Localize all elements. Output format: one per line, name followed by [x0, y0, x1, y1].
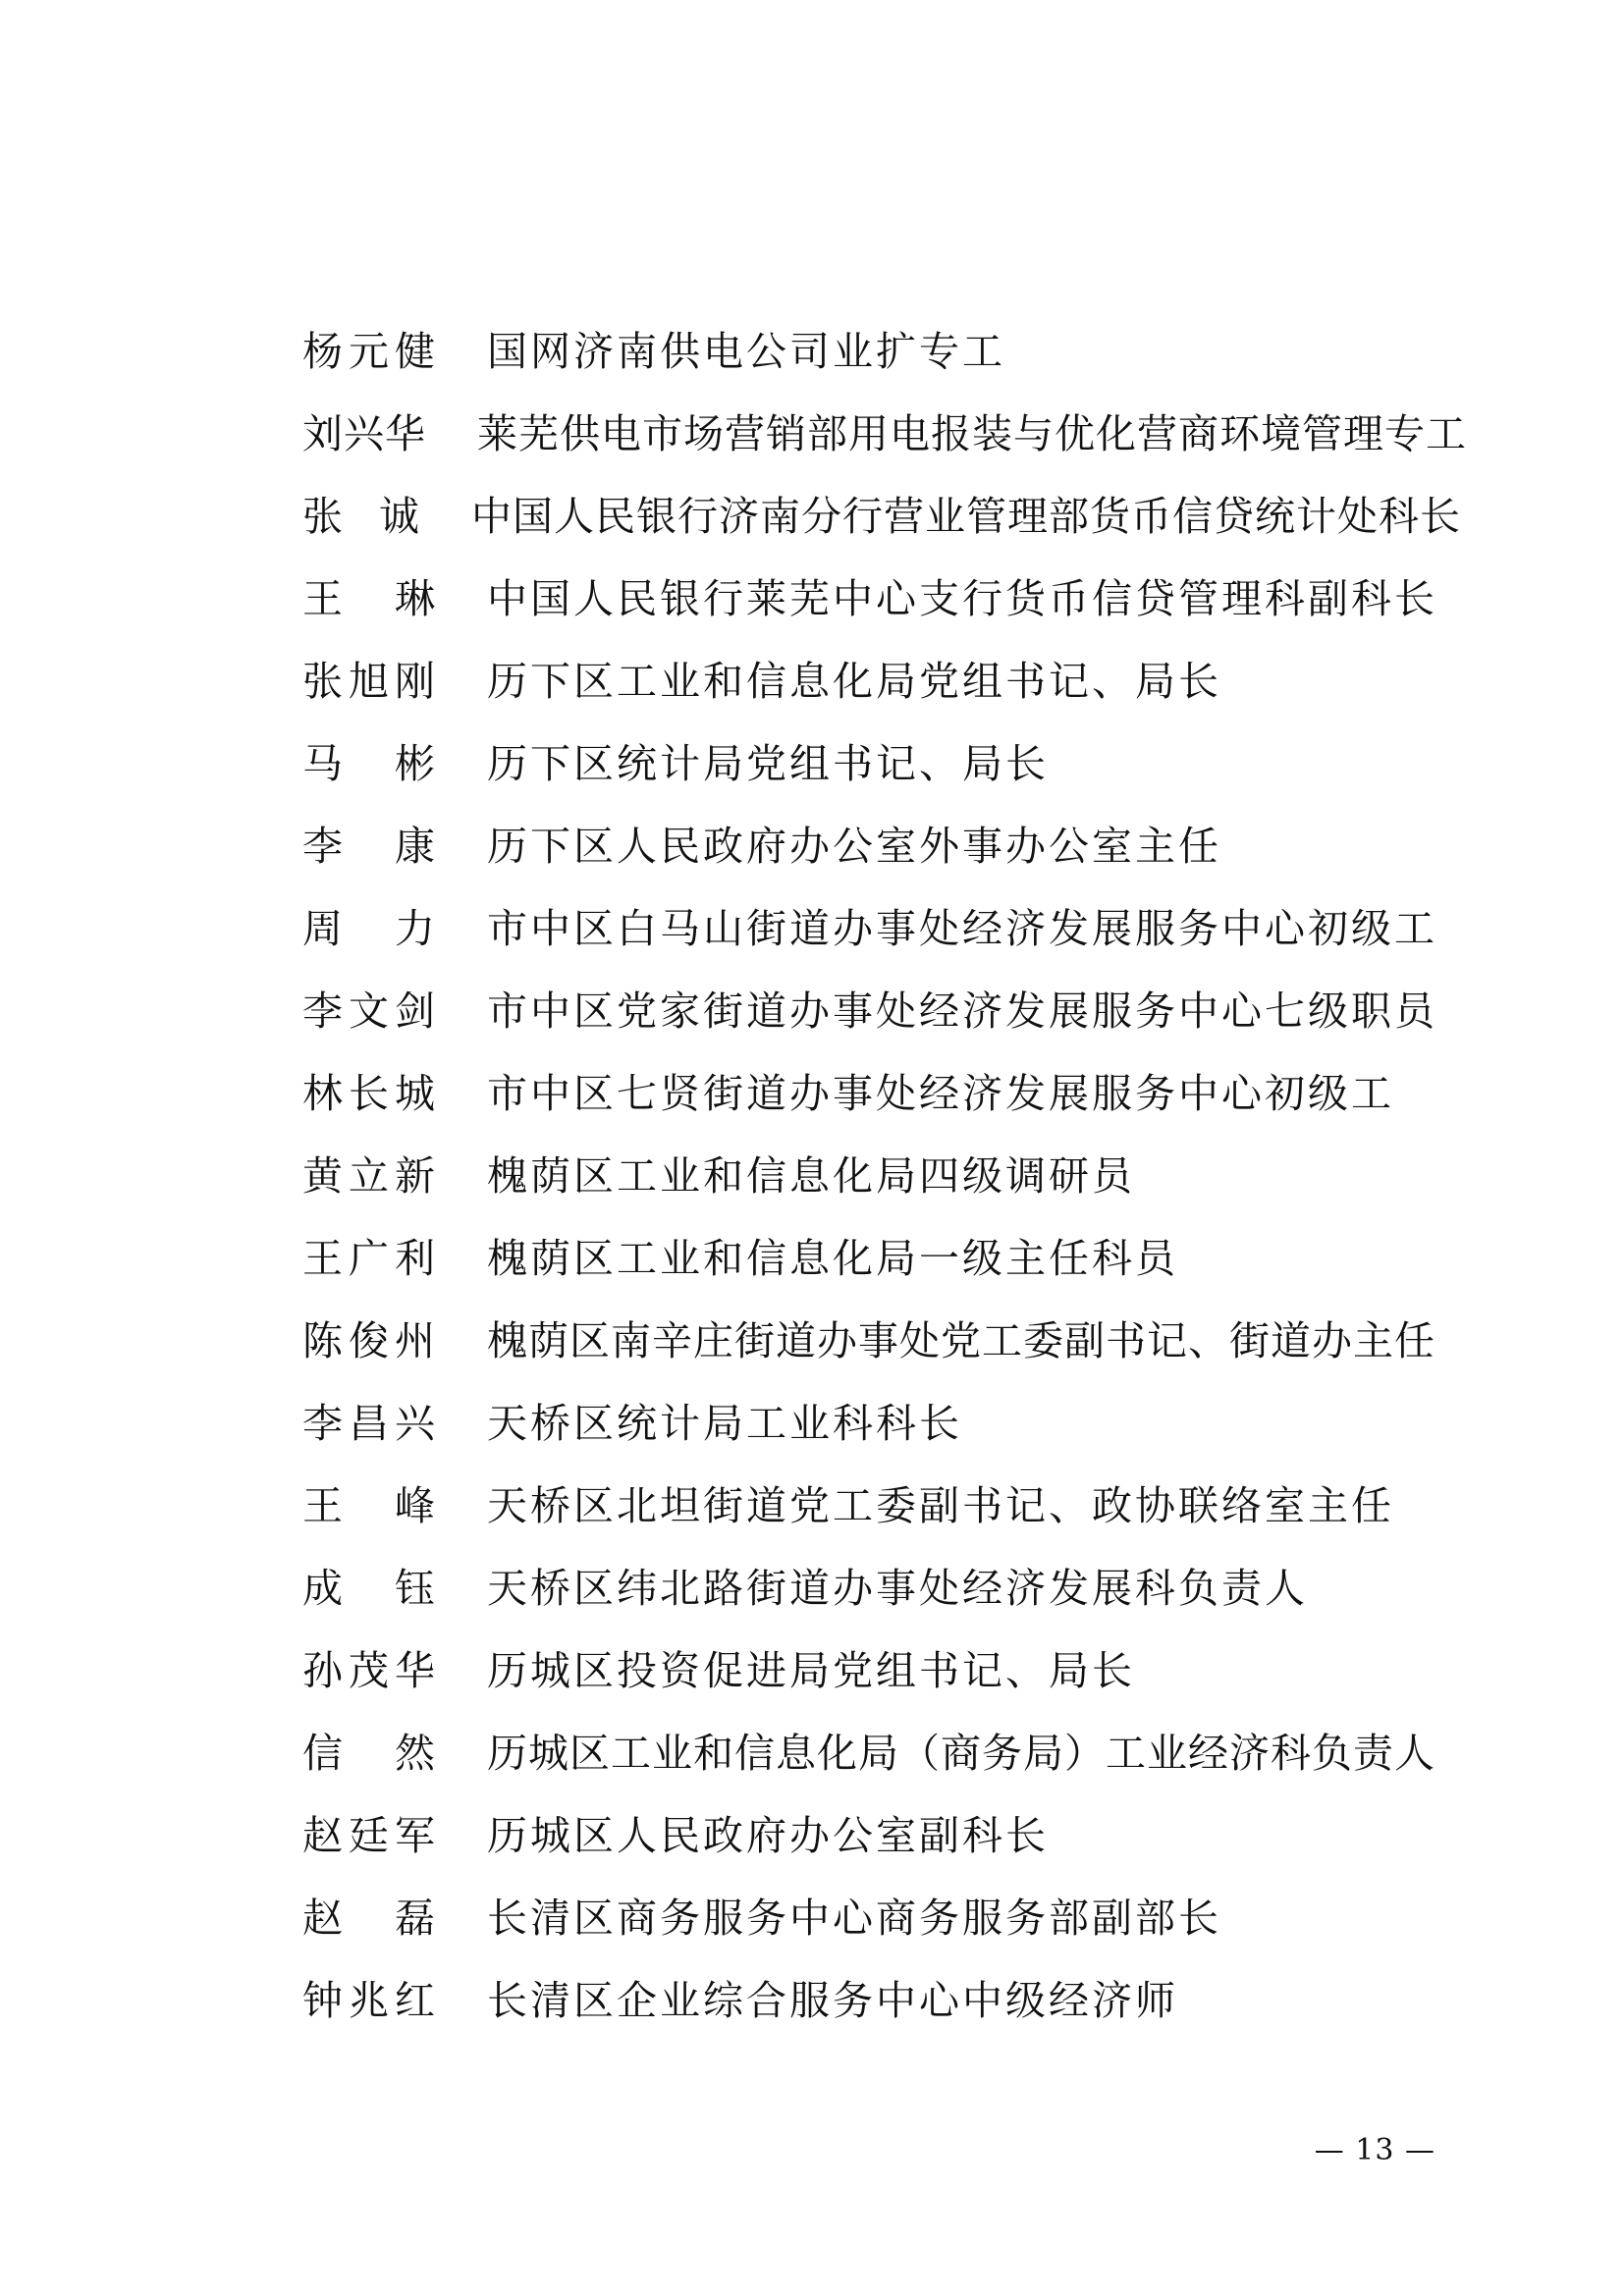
person-name: 林 长 城: [302, 1069, 436, 1117]
person-name: 陈 俊 州: [302, 1316, 436, 1364]
page-number: — 13 —: [1314, 2133, 1435, 2167]
person-position: 中国人民银行济南分行营业管理部货币信贷统计处科长: [471, 492, 1461, 540]
person-position: 国网济南供电公司业扩专工: [487, 327, 1005, 375]
list-item: [302, 883, 1461, 966]
list-item: [302, 1378, 1461, 1461]
person-name: 信 然: [302, 1729, 436, 1777]
list-item: [302, 1461, 1461, 1543]
list-item: [302, 1790, 1461, 1873]
person-position: 历城区投资促进局党组书记、局长: [487, 1646, 1135, 1694]
person-position: 槐荫区工业和信息化局四级调研员: [487, 1151, 1135, 1200]
person-position: 市中区七贤街道办事处经济发展服务中心初级工: [487, 1069, 1394, 1117]
person-position: 历下区人民政府办公室外事办公室主任: [487, 822, 1221, 870]
person-position: 天桥区北坦街道党工委副书记、政协联络室主任: [487, 1481, 1394, 1529]
person-name: 周 力: [302, 904, 436, 952]
person-position: 天桥区统计局工业科科长: [487, 1399, 962, 1447]
person-position: 历下区统计局党组书记、局长: [487, 739, 1049, 787]
person-position: 长清区商务服务中心商务服务部副部长: [487, 1894, 1221, 1942]
list-item: [302, 554, 1461, 636]
person-name: 杨 元 健: [302, 327, 436, 375]
person-position: 市中区白马山街道办事处经济发展服务中心初级工: [487, 904, 1437, 952]
person-position: 历城区人民政府办公室副科长: [487, 1811, 1049, 1859]
person-name: 李 文 剑: [302, 987, 436, 1035]
list-item: [302, 1626, 1461, 1708]
personnel-list: [302, 306, 1467, 2038]
person-name: 成 钰: [302, 1564, 436, 1612]
person-name: 孙 茂 华: [302, 1646, 436, 1694]
person-name: 李 康: [302, 822, 436, 870]
list-item: [302, 1708, 1461, 1790]
list-item: [302, 1296, 1461, 1378]
list-item: [302, 1048, 1461, 1131]
list-item: [302, 471, 1461, 554]
person-position: 莱芜供电市场营销部用电报装与优化营商环境管理专工: [477, 409, 1467, 457]
list-item: [302, 1131, 1461, 1213]
person-name: 王 峰: [302, 1481, 436, 1529]
person-position: 槐荫区工业和信息化局一级主任科员: [487, 1234, 1178, 1282]
list-item: [302, 306, 1461, 389]
list-item: [302, 1873, 1461, 1955]
person-position: 市中区党家街道办事处经济发展服务中心七级职员: [487, 987, 1437, 1035]
person-name: 刘 兴 华: [302, 409, 426, 457]
person-name: 赵 磊: [302, 1894, 436, 1942]
person-name: 钟 兆 红: [302, 1976, 436, 2024]
person-position: 历城区工业和信息化局（商务局）工业经济科负责人: [487, 1729, 1435, 1777]
person-name: 王 琳: [302, 574, 436, 622]
person-name: 张 诚: [302, 492, 420, 540]
person-name: 马 彬: [302, 739, 436, 787]
person-position: 天桥区纬北路街道办事处经济发展科负责人: [487, 1564, 1308, 1612]
person-name: 张 旭 刚: [302, 657, 436, 705]
person-position: 历下区工业和信息化局党组书记、局长: [487, 657, 1221, 705]
person-position: 长清区企业综合服务中心中级经济师: [487, 1976, 1178, 2024]
person-position: 中国人民银行莱芜中心支行货币信贷管理科副科长: [487, 574, 1437, 622]
list-item: [302, 1955, 1461, 2038]
person-name: 赵 廷 军: [302, 1811, 436, 1859]
list-item: [302, 1213, 1461, 1296]
list-item: [302, 389, 1467, 471]
list-item: [302, 966, 1461, 1048]
person-name: 李 昌 兴: [302, 1399, 436, 1447]
list-item: [302, 719, 1461, 801]
person-name: 王 广 利: [302, 1234, 436, 1282]
list-item: [302, 1543, 1461, 1626]
person-name: 黄 立 新: [302, 1151, 436, 1200]
person-position: 槐荫区南辛庄街道办事处党工委副书记、街道办主任: [487, 1316, 1435, 1364]
list-item: [302, 636, 1461, 719]
list-item: [302, 801, 1461, 883]
